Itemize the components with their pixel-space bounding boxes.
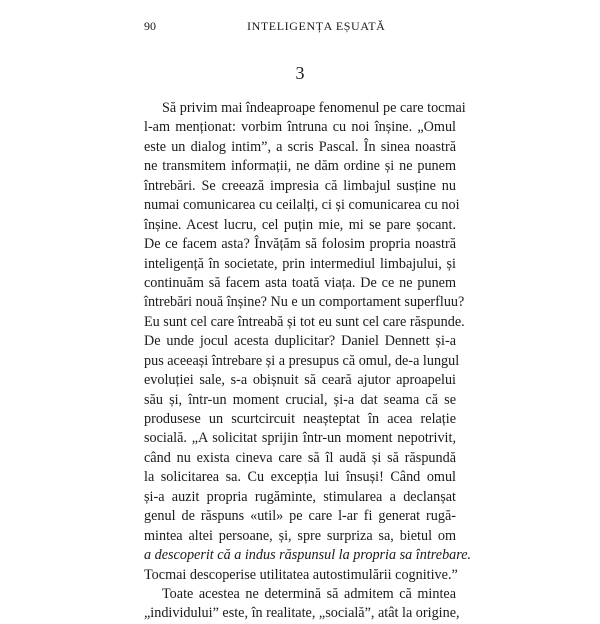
text-line: Să privim mai îndeaproape fenomenul pe care tocmai: [162, 100, 466, 116]
text-line: Tocmai descoperise utilitatea autostimulării cognitive.”: [144, 566, 458, 583]
text-line: pus aceeași întrebare și a presupus că omul, de-a lungul: [144, 352, 460, 369]
text-line: înșine. Acest lucru, cel puțin mie, mi se pare șocant.: [144, 216, 456, 233]
text-line: inteligență în societate, prin intermediul limbajului, și: [144, 255, 456, 272]
text-line: întrebări nouă înșine? Nu e un comportament superfluu?: [144, 294, 465, 311]
chapter-number: 3: [295, 63, 305, 83]
page-number: 90: [144, 19, 156, 33]
text-line: ne transmitem informații, ne dăm ordine și ne punem: [144, 158, 456, 175]
text-line: la solicitarea sa. Cu excepția lui însuși! Când omul: [144, 469, 456, 486]
text-line: Eu sunt cel care întreabă și tot eu sunt cel care răspunde.: [144, 313, 465, 330]
text-line: continuăm să facem asta toată viața. De ce ne punem: [144, 274, 456, 291]
text-line: său și, într-un moment crucial, și-a dat seama că se: [144, 391, 456, 408]
text-line: socială. „A solicitat sprijin într-un moment nepotrivit,: [144, 430, 456, 447]
text-line: și-a auzit propria rugăminte, stimularea a declanșat: [144, 488, 456, 505]
text-line: produsese un scurtcircuit neașteptat în acea relație: [144, 411, 456, 427]
text-line: întrebări. Se creează impresia că limbajul susține nu: [144, 177, 456, 194]
text-line: numai comunicarea cu ceilalți, ci și comunicarea cu noi: [144, 197, 460, 214]
text-line: Toate acestea ne determină să admitem că mintea: [162, 585, 456, 602]
text-line: De unde jocul acesta duplicitar? Daniel Dennett și-a: [144, 333, 456, 350]
text-line: când nu exista cineva care să îl audă și să răspundă: [144, 449, 456, 466]
text-line: evoluției sale, s-a obișnuit să ceară ajutor aproapelui: [144, 372, 456, 389]
text-line: De ce facem asta? Învățăm să folosim propria noastră: [144, 236, 456, 253]
text-line: mintea altei persoane, și, spre surpriza sa, bietul om: [144, 527, 456, 544]
text-line-italic: a descoperit că a indus răspunsul la propria sa întrebare.: [144, 547, 472, 564]
body-text: [144, 99, 472, 624]
text-line: l-am menționat: vorbim întruna cu noi înșine. „Omul: [144, 119, 456, 136]
running-head: INTELIGENȚA EȘUATĂ: [247, 19, 386, 33]
text-line: „individului” este, în realitate, „socială”, atât la origine,: [144, 605, 460, 622]
text-line: este un dialog intim”, a scris Pascal. În sinea noastră: [144, 138, 456, 155]
text-line: genul de răspuns «util» pe care l-ar fi generat rugă-: [144, 508, 456, 525]
